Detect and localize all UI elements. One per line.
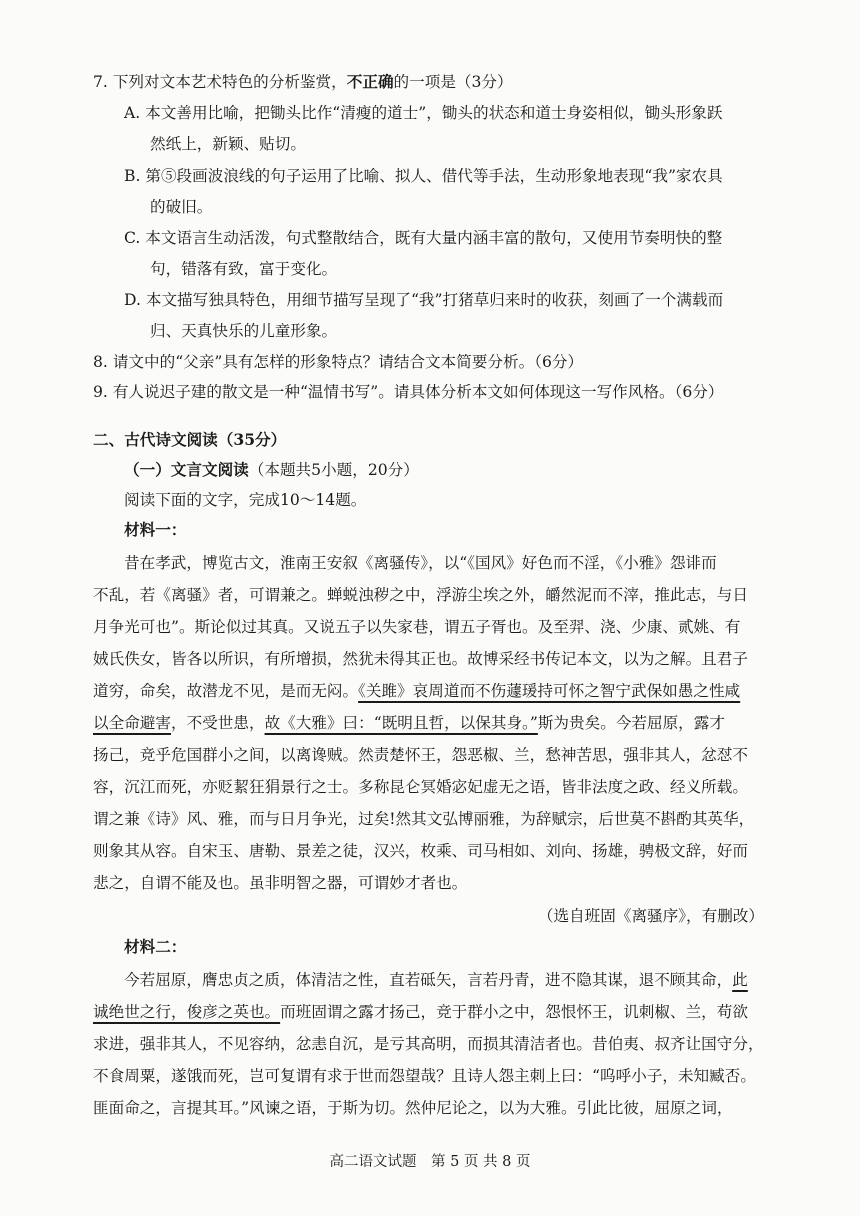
material-1-label: 材料一： [124, 520, 187, 539]
material-2-line: 求进，强非其人，不见容纳，忿恚自沉，是亏其高明，而损其清洁者也。昔伯夷、叔齐让国守分， [93, 1035, 764, 1053]
option-d-line-2: 归、天真快乐的儿童形象。 [150, 322, 338, 340]
material-1-line: 昔在孝武，博览古文，淮南王安叙《离骚传》，以“《国风》好色而不淫，《小雅》怨诽而 [124, 554, 717, 572]
question-7-stem [93, 72, 513, 92]
section-2-title: 二、古代诗文阅读（35分） [93, 430, 287, 449]
underlined-sentence: 以全命避害 [93, 714, 171, 732]
material-1-line [93, 713, 725, 733]
material-1-line: 不乱，若《离骚》者，可谓兼之。蝉蜕浊秽之中，浮游尘埃之外，皭然泥而不滓，推此志，与日 [93, 586, 748, 604]
material-1-line: 扬己，竞乎危国群小之间，以离谗贼。然责楚怀王，怨恶椒、兰，愁神苦思，强非其人，忿怼不 [93, 746, 748, 764]
question-9: 9. 有人说迟子建的散文是一种“温情书写”。请具体分析本文如何体现这一写作风格。（6分） [93, 383, 724, 401]
option-a-line-2: 然纸上，新颖、贴切。 [150, 135, 306, 153]
material-1-line: 谓之兼《诗》风、雅，而与日月争光，过矣!然其文弘博丽雅，为辞赋宗，后世莫不斟酌其英华， [93, 810, 755, 828]
underlined-sentence: 《关雎》哀周道而不伤蘧瑗持可怀之智宁武保如愚之性咸 [358, 682, 741, 700]
option-b-line-1: B. 第⑤段画波浪线的句子运用了比喻、拟人、借代等手法，生动形象地表现“我”家农具 [124, 167, 723, 185]
material-1-text: ，不受世患， [170, 714, 265, 732]
material-1-source: （选自班固《离骚序》，有删改） [537, 907, 764, 925]
subsection-1-label: （一）文言文阅读 [124, 460, 249, 479]
underlined-sentence: 此 [732, 971, 748, 989]
q7-stem-text: 7. 下列对文本艺术特色的分析鉴赏， [93, 73, 347, 91]
material-2-text: 而班固谓之露才扬己，竞于群小之中，怨恨怀王，讥刺椒、兰，苟欲 [280, 1003, 748, 1021]
subsection-1-score: （本题共5小题，20分） [248, 461, 419, 479]
material-2-line: 匪面命之，言提其耳。”风谏之语，于斯为切。然仲尼论之，以为大雅。引此比彼，屈原之词， [93, 1099, 733, 1117]
material-1-text: 斯为贵矣。今若屈原，露才 [537, 714, 725, 732]
material-1-line: 容，沉江而死，亦贬絜狂狷景行之士。多称昆仑冥婚宓妃虚无之语，皆非法度之政、经义所载。 [93, 778, 748, 796]
material-1-text: 道穷，命矣，故潜龙不见，是而无闷。 [93, 682, 359, 700]
question-8: 8. 请文中的“父亲”具有怎样的形象特点？请结合文本简要分析。（6分） [93, 353, 584, 371]
material-1-line: 娀氏佚女，皆各以所识，有所增损，然犹未得其正也。故博采经书传记本文，以为之解。且君子 [93, 650, 748, 668]
subsection-1-title [124, 460, 419, 480]
option-a-line-1: A. 本文善用比喻，把锄头比作“清瘦的道士”，锄头的状态和道士身姿相似，锄头形象跃 [124, 104, 723, 122]
option-d-line-1: D. 本文描写独具特色，用细节描写呈现了“我”打猪草归来时的收获，刻画了一个满载而 [124, 291, 724, 309]
page-footer: 高二语文试题 第 5 页 共 8 页 [329, 1154, 531, 1170]
option-b-line-2: 的破旧。 [150, 198, 213, 216]
q7-score: 的一项是（3分） [393, 73, 513, 91]
q7-emphasis: 不正确 [346, 72, 394, 91]
underlined-sentence: 故《大雅》曰：“既明且哲，以保其身。” [264, 714, 538, 732]
underlined-sentence: 诚绝世之行，俊彦之英也。 [93, 1003, 281, 1021]
material-1-line: 月争光可也”。斯论似过其真。又说五子以失家巷，谓五子胥也。及至羿、浇、少康、贰姚、有 [93, 618, 741, 636]
material-1-line [93, 681, 740, 701]
material-2-label: 材料二： [124, 937, 187, 956]
material-1-line: 则象其从容。自宋玉、唐勒、景差之徒，汉兴，枚乘、司马相如、刘向、扬雄，骋极文辞，好而 [93, 842, 748, 860]
option-c-line-2: 句，错落有致，富于变化。 [150, 260, 338, 278]
material-2-line [124, 970, 748, 990]
reading-instruction: 阅读下面的文字，完成10～14题。 [124, 491, 367, 509]
option-c-line-1: C. 本文语言生动活泼，句式整散结合，既有大量内涵丰富的散句，又使用节奏明快的整 [124, 229, 723, 247]
material-2-line: 不食周粟，遂饿而死，岂可复谓有求于世而怨望哉？且诗人怨主刺上曰：“呜呼小子，未知臧否。 [93, 1067, 756, 1085]
material-1-line: 悲之，自谓不能及也。虽非明智之器，可谓妙才者也。 [93, 874, 468, 892]
material-2-text: 今若屈原，膺忠贞之质，体清洁之性，直若砥矢，言若丹青，进不隐其谋，退不顾其命， [124, 971, 733, 989]
material-2-line [93, 1002, 748, 1022]
